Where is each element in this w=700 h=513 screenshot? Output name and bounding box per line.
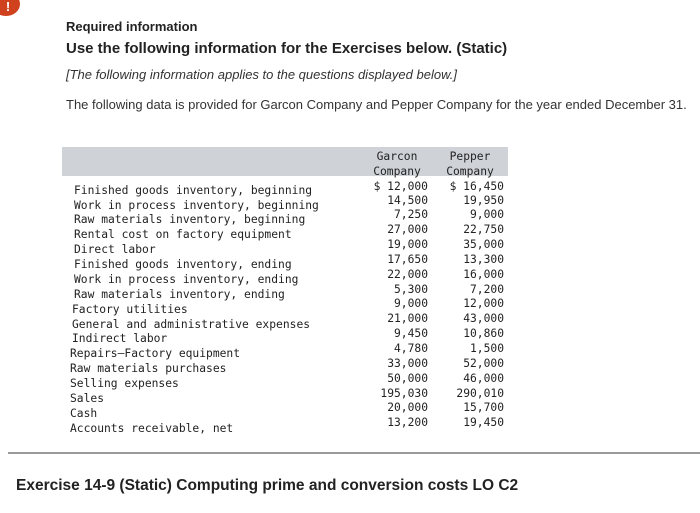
- table-cell-garcon: 9,000: [393, 297, 428, 310]
- table-cell-garcon: 22,000: [387, 268, 428, 281]
- table-cell-pepper: $ 16,450: [449, 180, 504, 193]
- table-row-label: Factory utilities: [72, 303, 188, 316]
- table-cell-pepper: 1,500: [469, 342, 504, 355]
- col-header-pepper-line1: Pepper: [449, 150, 491, 163]
- exercise-title: Exercise 14-9 (Static) Computing prime and conversion costs LO C2: [16, 477, 519, 494]
- table-cell-pepper: 13,300: [463, 253, 504, 266]
- table-row-label: Selling expenses: [70, 377, 179, 390]
- table-row-label: Cash: [70, 407, 98, 420]
- use-following-heading: Use the following information for the Exercises below. (Static): [66, 40, 508, 57]
- table-cell-pepper: 43,000: [463, 312, 504, 325]
- col-header-garcon-line1: Garcon: [376, 150, 418, 163]
- table-row-label: Direct labor: [74, 243, 156, 256]
- table-cell-garcon: 20,000: [387, 401, 428, 414]
- table-row-label: Indirect labor: [72, 332, 168, 345]
- table-row-label: Repairs—Factory equipment: [70, 347, 241, 360]
- table-cell-pepper: 16,000: [463, 268, 504, 281]
- table-cell-pepper: 46,000: [463, 372, 504, 385]
- required-information-heading: Required information: [66, 19, 198, 34]
- table-row-label: Raw materials inventory, ending: [74, 288, 285, 301]
- table-row-label: Raw materials inventory, beginning: [74, 213, 306, 226]
- table-row-label: Work in process inventory, beginning: [74, 199, 319, 212]
- table-cell-pepper: 9,000: [469, 208, 504, 221]
- table-cell-garcon: 7,250: [393, 208, 428, 221]
- table-cell-pepper: 19,950: [463, 194, 504, 207]
- table-row-label: Rental cost on factory equipment: [74, 228, 292, 241]
- table-cell-garcon: 14,500: [387, 194, 428, 207]
- table-cell-pepper: 52,000: [463, 357, 504, 370]
- table-row-label: Finished goods inventory, beginning: [74, 184, 313, 197]
- table-row-label: Accounts receivable, net: [70, 422, 234, 435]
- table-cell-garcon: 195,030: [380, 387, 428, 400]
- table-row-label: Raw materials purchases: [70, 362, 227, 375]
- col-header-garcon-line2: Company: [373, 165, 421, 178]
- col-header-pepper-line2: Company: [446, 165, 494, 178]
- table-row-label: General and administrative expenses: [72, 318, 311, 331]
- table-cell-garcon: $ 12,000: [373, 180, 428, 193]
- table-cell-pepper: 19,450: [463, 416, 504, 429]
- table-cell-garcon: 33,000: [387, 357, 428, 370]
- table-cell-garcon: 5,300: [393, 283, 428, 296]
- table-cell-garcon: 17,650: [387, 253, 428, 266]
- table-row-label: Finished goods inventory, ending: [74, 258, 292, 271]
- table-cell-garcon: 50,000: [387, 372, 428, 385]
- table-cell-garcon: 27,000: [387, 223, 428, 236]
- table-cell-pepper: 22,750: [463, 223, 504, 236]
- applies-note: [The following information applies to the questions displayed below.]: [66, 67, 457, 82]
- table-row-label: Sales: [70, 392, 105, 405]
- table-cell-pepper: 290,010: [456, 387, 504, 400]
- table-cell-pepper: 35,000: [463, 238, 504, 251]
- table-cell-pepper: 10,860: [463, 327, 504, 340]
- table-cell-pepper: 7,200: [469, 283, 504, 296]
- alert-icon: !: [0, 0, 20, 16]
- table-cell-garcon: 9,450: [393, 327, 428, 340]
- table-cell-garcon: 13,200: [387, 416, 428, 429]
- table-cell-garcon: 4,780: [393, 342, 428, 355]
- intro-paragraph: The following data is provided for Garcon Company and Pepper Company for the year ended December 31.: [66, 97, 687, 112]
- table-row-label: Work in process inventory, ending: [74, 273, 299, 286]
- table-cell-garcon: 19,000: [387, 238, 428, 251]
- table-cell-pepper: 12,000: [463, 297, 504, 310]
- section-divider: [8, 452, 700, 454]
- table-cell-garcon: 21,000: [387, 312, 428, 325]
- table-cell-pepper: 15,700: [463, 401, 504, 414]
